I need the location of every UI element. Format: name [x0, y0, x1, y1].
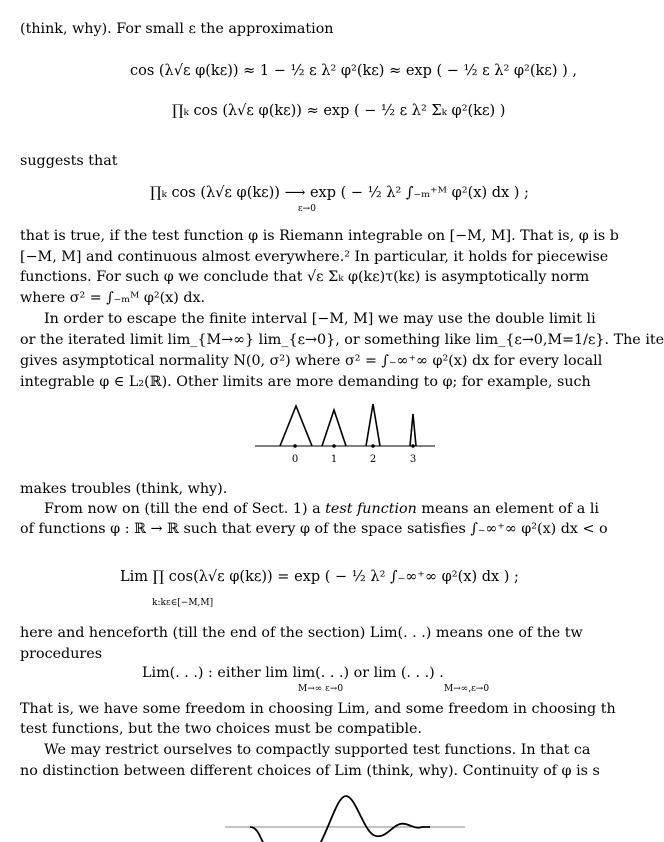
text-line: functions. For such φ we conclude that √ε Σₖ φ(kε)τ(kε) is asymptotically norm [20, 269, 590, 285]
equation-lim-sub1: M→∞ ε→0 [298, 684, 344, 694]
text-line: [−M, M] and continuous almost everywhere.² In particular, it holds for piecewise [20, 249, 609, 265]
wave-figure [220, 790, 470, 842]
tick-dot-1 [332, 444, 336, 448]
tick-dot-3 [411, 444, 415, 448]
spike-0 [280, 406, 312, 446]
text-line: of functions φ : ℝ → ℝ such that every φ of the space satisfies ∫₋∞⁺∞ φ²(x) dx < o [20, 521, 608, 537]
text-line: that is true, if the test function φ is Riemann integrable on [−M, M]. That is, φ is b [20, 228, 619, 244]
wave-curve-left [250, 827, 264, 842]
text-line: here and henceforth (till the end of the section) Lim(. . .) means one of the tw [20, 625, 583, 641]
spike-2 [366, 404, 380, 446]
tick-label-1: 1 [330, 454, 338, 465]
tick-label-0: 0 [291, 454, 299, 465]
text-line: In order to escape the finite interval [−M, M] we may use the double limit li [44, 311, 596, 327]
equation-lim-product: Lim ∏ cos(λ√ε φ(kε)) = exp ( − ½ λ² ∫₋∞⁺∞ φ²(x) dx ) ; [120, 569, 519, 585]
equation-limit-subscript: ε→0 [298, 204, 316, 214]
tick-label-2: 2 [369, 454, 377, 465]
spike-3 [410, 414, 416, 446]
text-line: gives asymptotical normality N(0, σ²) where σ² = ∫₋∞⁺∞ φ²(x) dx for every locall [20, 353, 603, 369]
text-line: That is, we have some freedom in choosing Lim, and some freedom in choosing th [20, 701, 616, 717]
spike-1 [322, 410, 346, 446]
equation-lim-sub2: M→∞,ε→0 [444, 684, 490, 694]
text-line: suggests that [20, 153, 118, 169]
equation-product-approx: ∏ₖ cos (λ√ε φ(kε)) ≈ exp ( − ½ ε λ² Σₖ φ²(kε) ) [172, 103, 506, 119]
text-line: We may restrict ourselves to compactly supported test functions. In that ca [44, 742, 591, 758]
tick-label-3: 3 [409, 454, 417, 465]
text-line: or the iterated limit lim_{M→∞} lim_{ε→0}, or something like lim_{ε→0,M=1/ε}. The ite [20, 332, 664, 348]
tick-dot-0 [293, 444, 297, 448]
text-line: From now on (till the end of Sect. 1) a test function means an element of a li [44, 501, 599, 517]
text-line: (think, why). For small ε the approximation [20, 21, 334, 37]
equation-lim-subscript: k:kε∈[−M,M] [152, 598, 214, 608]
spikes-figure [250, 396, 440, 468]
wave-curve [320, 796, 430, 842]
equation-cos-approx: cos (λ√ε φ(kε)) ≈ 1 − ½ ε λ² φ²(kε) ≈ exp ( − ½ ε λ² φ²(kε) ) , [130, 63, 577, 79]
text-line: where σ² = ∫₋ₘᴹ φ²(x) dx. [20, 290, 206, 306]
text-line: integrable φ ∈ L₂(ℝ). Other limits are more demanding to φ; for example, such [20, 374, 591, 390]
equation-limit: ∏ₖ cos (λ√ε φ(kε)) ⟶ exp ( − ½ λ² ∫₋ₘ⁺ᴹ φ²(x) dx ) ; [150, 185, 529, 201]
text-line: test functions, but the two choices must be compatible. [20, 721, 423, 737]
tick-dot-2 [371, 444, 375, 448]
equation-lim-procedures: Lim(. . .) : either lim lim(. . .) or lim (. . .) . [142, 665, 444, 681]
text-line: makes troubles (think, why). [20, 481, 228, 497]
text-line: no distinction between different choices of Lim (think, why). Continuity of φ is s [20, 763, 600, 779]
text-line: procedures [20, 646, 103, 662]
